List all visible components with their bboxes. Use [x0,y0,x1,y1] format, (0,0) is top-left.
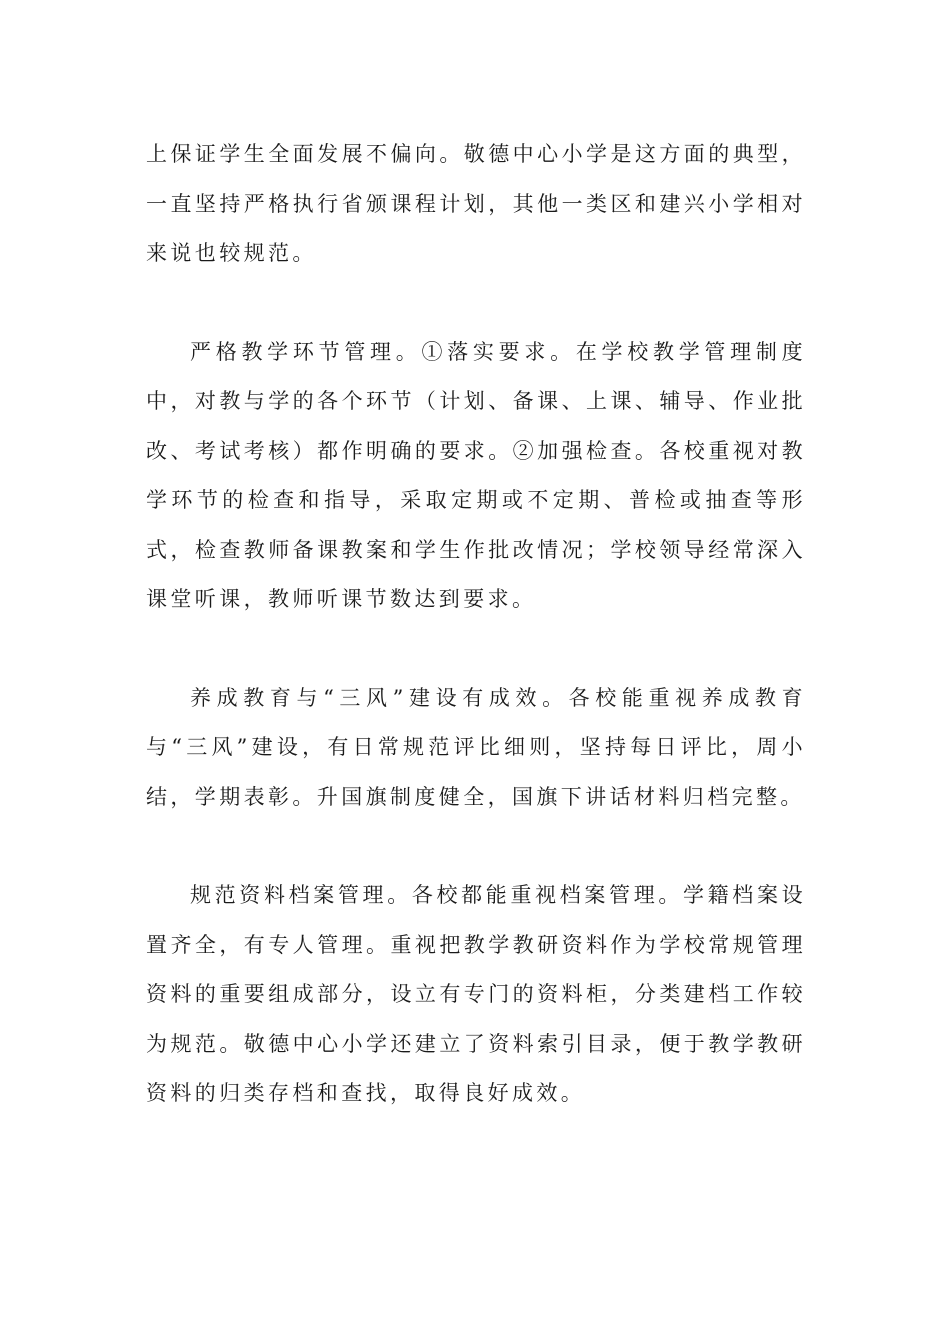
paragraph-spacer [146,822,806,871]
document-page [146,130,806,1119]
paragraph-spacer [146,625,806,674]
paragraph-spacer [146,279,806,328]
paragraph-continuation: 上保证学生全面发展不偏向。敬德中心小学是这方面的典型，一直坚持严格执行省颁课程计划，其他一类区和建兴小学相对来说也较规范。 [146,142,806,265]
paragraph-habit-education: 养成教育与“三风”建设有成效。各校能重视养成教育与“三风”建设，有日常规范评比细则，坚持每日评比，周小结，学期表彰。升国旗制度健全，国旗下讲话材料归档完整。 [146,685,806,809]
paragraph-teaching-management: 严格教学环节管理。①落实要求。在学校教学管理制度中，对教与学的各个环节（计划、备课、上课、辅导、作业批改、考试考核）都作明确的要求。②加强检查。各校重视对教学环节的检查和指导，采取定期或不定期、普检或抽查等形式，检查教师备课教案和学生作批改情况；学校领导经常深入课堂听课，教师听课节数达到要求。 [146,339,806,611]
paragraph-archive-management: 规范资料档案管理。各校都能重视档案管理。学籍档案设置齐全，有专人管理。重视把教学教研资料作为学校常规管理资料的重要组成部分，设立有专门的资料柜，分类建档工作较为规范。敬德中心小学还建立了资料索引目录，便于教学教研资料的归类存档和查找，取得良好成效。 [146,883,806,1105]
